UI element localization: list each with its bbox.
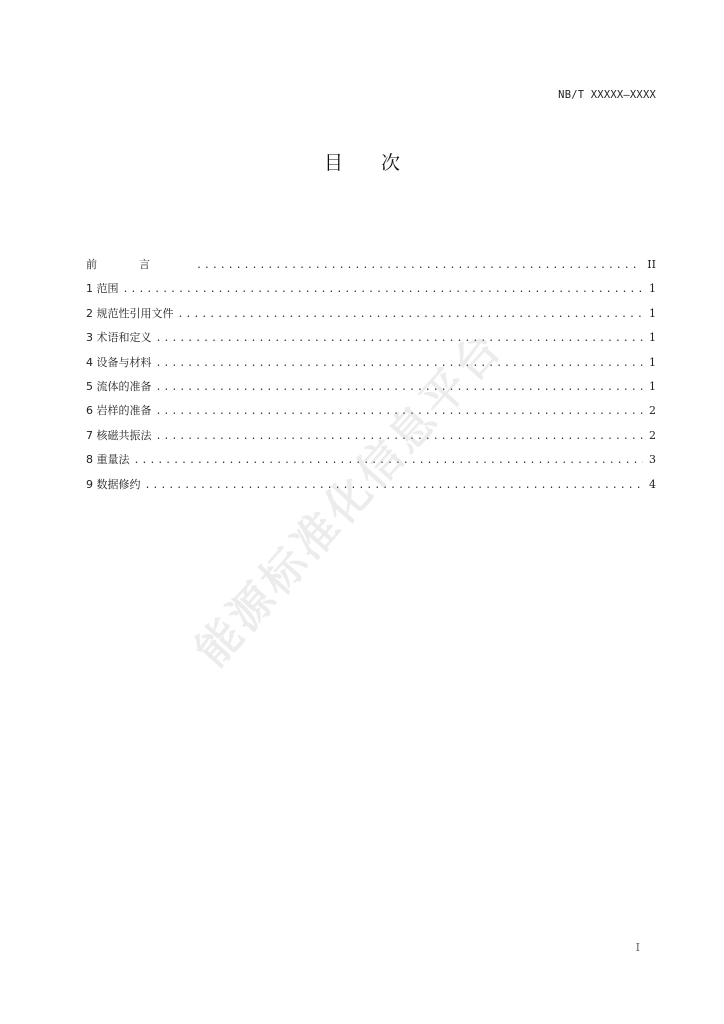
toc-entry-label: 9 数据修约 <box>86 477 141 491</box>
toc-leader-dots <box>196 260 641 271</box>
toc-entry-label: 2 规范性引用文件 <box>86 306 174 320</box>
table-of-contents <box>86 256 656 500</box>
toc-entry-page: 1 <box>649 331 656 345</box>
toc-entry-3[interactable] <box>86 329 656 353</box>
toc-leader-dots <box>134 455 644 466</box>
toc-entry-6[interactable] <box>86 402 656 426</box>
toc-entry-page: 4 <box>649 477 656 491</box>
toc-entry-9[interactable] <box>86 476 656 500</box>
toc-leader-dots <box>156 358 644 369</box>
toc-leader-dots <box>178 309 644 320</box>
toc-entry-8[interactable] <box>86 451 656 475</box>
toc-entry-4[interactable] <box>86 354 656 378</box>
toc-entry-label: 8 重量法 <box>86 453 130 467</box>
toc-leader-dots <box>123 284 644 295</box>
toc-entry-page: 1 <box>649 306 656 320</box>
toc-leader-dots <box>145 480 644 491</box>
page-number: I <box>635 941 640 954</box>
toc-entry-page: 1 <box>649 282 656 296</box>
toc-entry-page: 1 <box>649 379 656 393</box>
toc-entry-label: 前言 <box>86 258 192 271</box>
toc-entry-1[interactable] <box>86 280 656 304</box>
toc-entry-page: 2 <box>649 404 656 418</box>
toc-entry-page: 1 <box>649 355 656 369</box>
toc-leader-dots <box>156 382 644 393</box>
toc-entry-label: 6 岩样的准备 <box>86 404 152 418</box>
toc-entry-label: 3 术语和定义 <box>86 331 152 345</box>
standard-code: NB/T XXXXX—XXXX <box>558 89 656 101</box>
toc-entry-label: 5 流体的准备 <box>86 379 152 393</box>
toc-entry-page: II <box>647 258 656 271</box>
toc-entry-label: 1 范围 <box>86 282 119 296</box>
toc-entry-foreword[interactable] <box>86 256 656 280</box>
toc-entry-label: 4 设备与材料 <box>86 355 152 369</box>
toc-entry-5[interactable] <box>86 378 656 402</box>
toc-entry-label: 7 核磁共振法 <box>86 428 152 442</box>
toc-entry-page: 3 <box>649 453 656 467</box>
toc-leader-dots <box>156 406 644 417</box>
watermark: 能源标准化信息平台 <box>186 321 514 677</box>
toc-entry-7[interactable] <box>86 427 656 451</box>
toc-leader-dots <box>156 333 644 344</box>
toc-entry-2[interactable] <box>86 305 656 329</box>
toc-leader-dots <box>156 431 644 442</box>
page-title: 目次 <box>323 152 438 174</box>
toc-entry-page: 2 <box>649 428 656 442</box>
